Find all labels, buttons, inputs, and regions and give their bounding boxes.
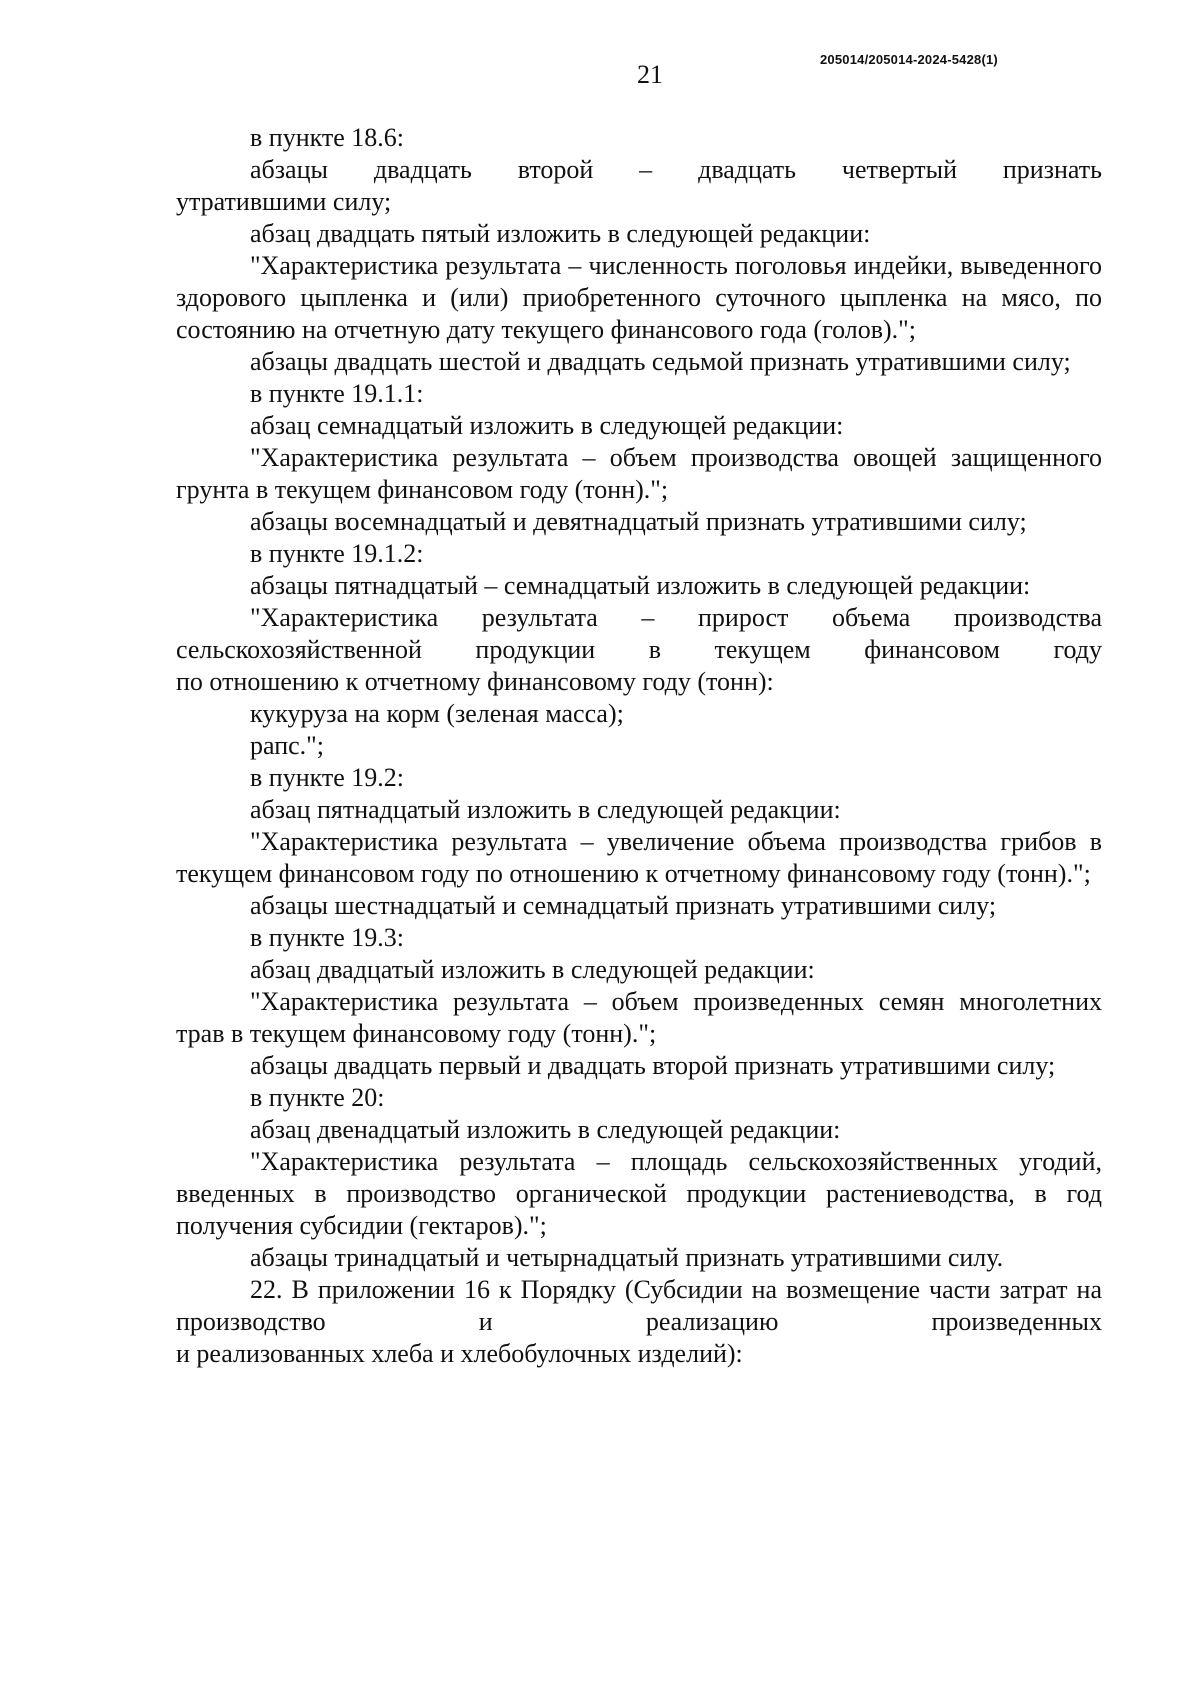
paragraph: абзацы тринадцатый и четырнадцатый признать утратившими силу. bbox=[250, 1243, 1004, 1272]
paragraph: по отношению к отчетному финансовому году (тонн): bbox=[176, 667, 774, 696]
paragraph: в пункте 19.1.2: bbox=[250, 539, 424, 568]
document-id: 205014/205014-2024-5428(1) bbox=[820, 52, 998, 67]
paragraph: абзац двенадцатый изложить в следующей редакции: bbox=[250, 1115, 841, 1144]
paragraph: "Характеристика результата – увеличение объема производства грибов в текущем финансовом году по отношению к отчетному финансовому году (тонн)."; bbox=[176, 827, 1102, 888]
paragraph: абзацы двадцать второй – двадцать четвертый признать bbox=[250, 155, 1102, 184]
paragraph: "Характеристика результата – прирост объема производства сельскохозяйственной продукции в текущем финансовом году bbox=[176, 603, 1102, 664]
page-number: 21 bbox=[637, 60, 663, 89]
document-body bbox=[176, 122, 1102, 1370]
paragraph: в пункте 19.3: bbox=[250, 923, 405, 952]
paragraph: абзацы восемнадцатый и девятнадцатый признать утратившими силу; bbox=[250, 507, 1027, 536]
paragraph: "Характеристика результата – площадь сельскохозяйственных угодий, введенных в производство органической продукции растениеводства, в год получения субсидии (гектаров)."; bbox=[176, 1147, 1102, 1240]
paragraph: "Характеристика результата – объем произведенных семян многолетних трав в текущем финансовому году (тонн)."; bbox=[176, 987, 1102, 1048]
paragraph: в пункте 20: bbox=[250, 1083, 385, 1112]
paragraph: абзацы пятнадцатый – семнадцатый изложить в следующей редакции: bbox=[250, 571, 1031, 600]
paragraph: "Характеристика результата – объем производства овощей защищенного грунта в текущем финансовом году (тонн)."; bbox=[176, 443, 1102, 504]
paragraph: "Характеристика результата – численность поголовья индейки, выведенного здорового цыпленка и (или) приобретенного суточного цыпленка на мясо, по состоянию на отчетную дату текущего финансового года (голов)."; bbox=[176, 251, 1102, 344]
paragraph: утратившими силу; bbox=[176, 187, 392, 216]
paragraph: в пункте 19.1.1: bbox=[250, 379, 424, 408]
paragraph: абзац пятнадцатый изложить в следующей редакции: bbox=[250, 795, 841, 824]
paragraph: в пункте 19.2: bbox=[250, 763, 405, 792]
paragraph: абзацы двадцать первый и двадцать второй признать утратившими силу; bbox=[250, 1051, 1056, 1080]
paragraph: рапс."; bbox=[250, 731, 324, 760]
paragraph: абзац двадцать пятый изложить в следующей редакции: bbox=[250, 219, 871, 248]
paragraph: абзац двадцатый изложить в следующей редакции: bbox=[250, 955, 815, 984]
paragraph: 22. В приложении 16 к Порядку (Субсидии на возмещение части затрат на производство и реализацию произведенных bbox=[176, 1275, 1102, 1336]
paragraph: в пункте 18.6: bbox=[250, 123, 405, 152]
paragraph: и реализованных хлеба и хлебобулочных изделий): bbox=[176, 1339, 743, 1368]
paragraph: абзацы шестнадцатый и семнадцатый признать утратившими силу; bbox=[250, 891, 997, 920]
paragraph: кукуруза на корм (зеленая масса); bbox=[250, 699, 624, 728]
paragraph: абзац семнадцатый изложить в следующей редакции: bbox=[250, 411, 844, 440]
paragraph: абзацы двадцать шестой и двадцать седьмой признать утратившими силу; bbox=[250, 347, 1071, 376]
